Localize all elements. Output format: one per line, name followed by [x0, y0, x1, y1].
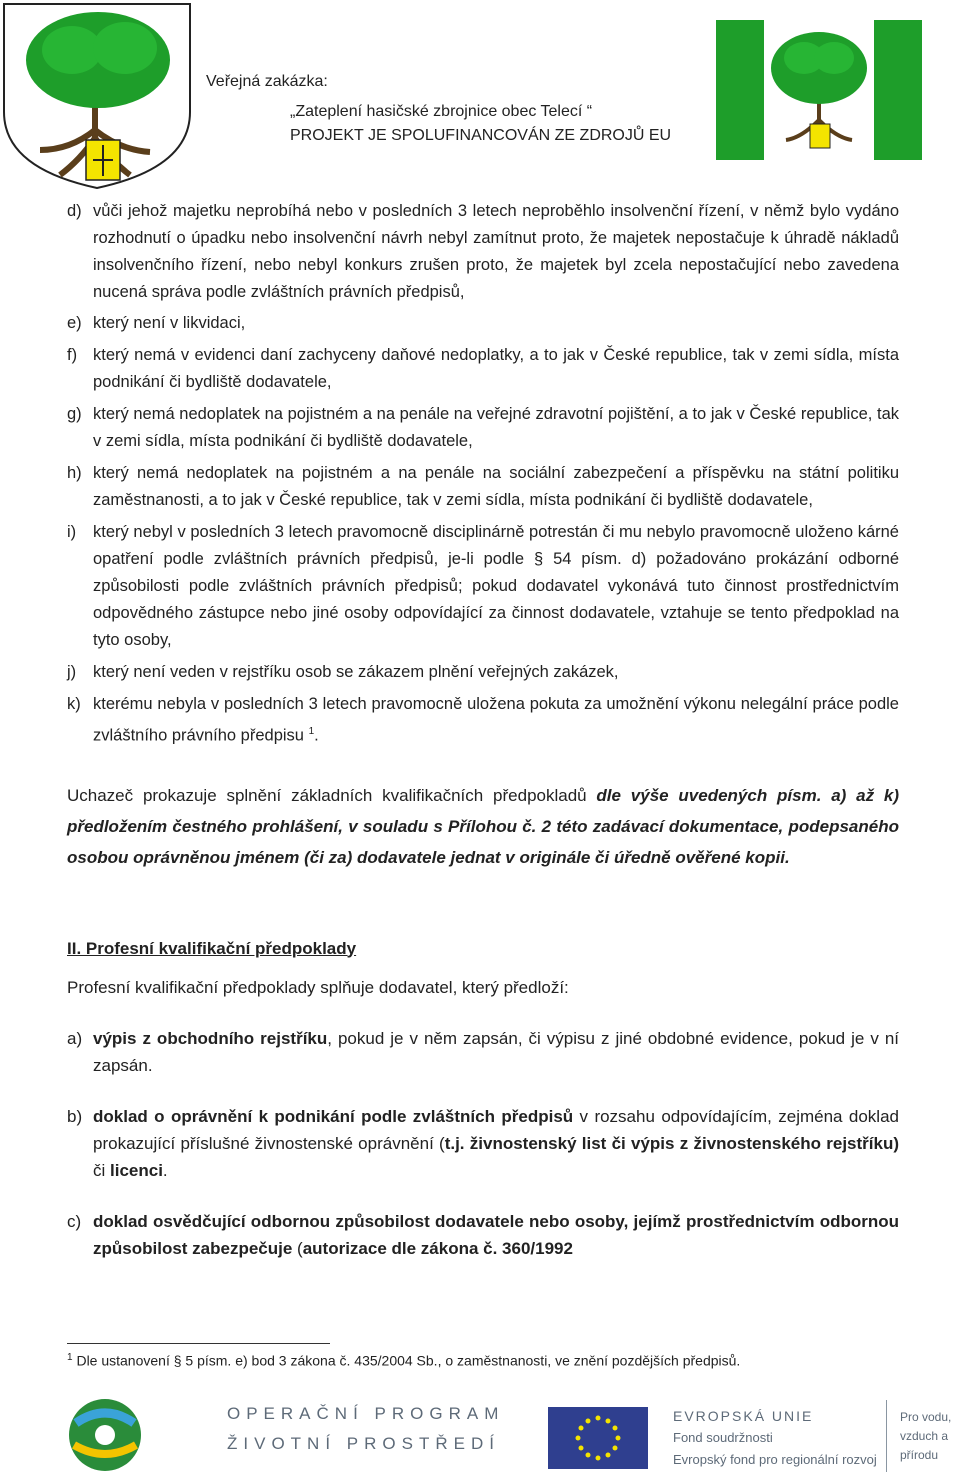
list-marker: i)	[67, 523, 77, 541]
requirement-bold: doklad o oprávnění k podnikání podle zvláštních předpisů	[93, 1106, 574, 1126]
list-item	[67, 342, 899, 396]
list-item	[67, 198, 899, 306]
requirement-bold: doklad osvědčující odbornou způsobilost dodavatele nebo osoby, jejímž prostřednictvím odbornou způsobilost zabezpečuje	[93, 1211, 899, 1258]
footer-op-line1: OPERAČNÍ PROGRAM	[227, 1404, 505, 1423]
footnote-divider	[67, 1343, 330, 1344]
paragraph-emphasis-text: dle výše uvedených písm. a) až k) předložením čestného prohlášení, v souladu s Přílohou č. 2 této zadávací dokumentace, podepsaného osobou oprávněnou jménem (či za) dodavatele jednat v originále či úředně ověřené kopii.	[67, 785, 899, 867]
requirement-text: .	[162, 1160, 168, 1180]
list-text: který nebyl v posledních 3 letech pravomocně disciplinárně potrestán či mu nebylo pravomocně uloženo kárné opatření podle zvláštních právních předpisů, je-li podle § 54 písm. d) požadováno prokázání odborné způsobilosti podle zvláštních právních předpisů; pokud dodavatel vykonává tuto činnost prostřednictvím odpovědného zástupce nebo jiné osoby odpovídající za činnost dodavatele, vztahuje se tento předpoklad na tyto osoby,	[93, 523, 899, 649]
requirement-bold: t.j. živnostenský list či výpis z živnostenského rejstříku)	[444, 1133, 899, 1153]
header-project-name: „Zateplení hasičské zbrojnice obec Telecí “	[290, 103, 593, 120]
footer-op-line2: ŽIVOTNÍ PROSTŘEDÍ	[227, 1434, 500, 1453]
requirement-text: (	[292, 1238, 303, 1258]
list-item	[67, 460, 899, 514]
requirement-bold: výpis z obchodního rejstříku	[93, 1028, 328, 1048]
op-environment-logo	[66, 1393, 144, 1477]
list-item	[67, 401, 899, 455]
requirement-bold: autorizace dle zákona č. 360/1992	[302, 1238, 573, 1258]
requirement-item-b	[67, 1103, 899, 1184]
list-marker: d)	[67, 202, 82, 220]
paragraph-plain-text: Uchazeč prokazuje splnění základních kvalifikačních předpokladů	[67, 785, 597, 805]
footer-eu: EVROPSKÁ UNIE	[673, 1408, 814, 1424]
document-body	[67, 198, 899, 1262]
footer-motto: Pro vodu, vzduch a přírodu	[900, 1410, 952, 1462]
list-text: který nemá v evidenci daní zachyceny daňové nedoplatky, a to jak v České republice, tak v zemi sídla, místa podnikání či bydliště dodavatele,	[93, 346, 899, 391]
list-text: který není v likvidaci,	[93, 314, 246, 332]
section-intro: Profesní kvalifikační předpoklady splňuje dodavatel, který předloží:	[67, 977, 569, 997]
coat-of-arms	[0, 0, 195, 190]
list-text: který není veden v rejstříku osob se zákazem plnění veřejných zakázek,	[93, 663, 619, 681]
requirement-text: či	[93, 1160, 110, 1180]
footnote	[67, 1352, 740, 1369]
qualification-paragraph	[67, 780, 899, 873]
list-marker: c)	[67, 1211, 82, 1231]
list-marker: a)	[67, 1028, 83, 1048]
list-marker: h)	[67, 464, 82, 482]
requirement-text: v rozsahu odpovídajícím, zejména doklad prokazující příslušné živnostenské oprávnění (	[93, 1106, 899, 1153]
eu-flag	[548, 1407, 648, 1469]
list-item	[67, 519, 899, 654]
list-item	[67, 659, 899, 686]
footnote-text: Dle ustanovení § 5 písm. e) bod 3 zákona č. 435/2004 Sb., o zaměstnanosti, ve znění pozdějších předpisů.	[72, 1352, 741, 1369]
list-marker: j)	[67, 663, 77, 681]
list-text: kterému nebyla v posledních 3 letech pravomocně uložena pokuta za umožnění výkonu nelegální práce podle zvláštního právního předpisu	[93, 695, 899, 745]
requirement-text: , pokud je v něm zapsán, či výpisu z jiné obdobné evidence, pokud je v ní zapsán.	[93, 1028, 899, 1075]
requirement-item-a	[67, 1025, 899, 1079]
footer-fund1: Fond soudržnosti	[673, 1430, 773, 1445]
footer-divider	[886, 1400, 887, 1472]
list-marker: e)	[67, 314, 82, 332]
list-item	[67, 691, 899, 750]
list-marker: b)	[67, 1106, 83, 1126]
list-item	[67, 310, 899, 337]
list-marker: g)	[67, 405, 82, 423]
list-marker: k)	[67, 695, 81, 713]
requirement-item-c	[67, 1208, 899, 1262]
list-marker: f)	[67, 346, 78, 364]
requirement-bold: licenci	[110, 1160, 163, 1180]
footer-fund2: Evropský fond pro regionální rozvoj	[673, 1452, 877, 1467]
list-text: který nemá nedoplatek na pojistném a na penále na sociální zabezpečení a příspěvku na státní politiku zaměstnanosti, a to jak v České republice, tak v zemi sídla, místa podnikání či bydliště dodavatele,	[93, 464, 899, 509]
list-text: který nemá nedoplatek na pojistném a na penále na veřejné zdravotní pojištění, a to jak v České republice, tak v zemi sídla, místa podnikání či bydliště dodavatele,	[93, 405, 899, 450]
village-flag	[716, 20, 922, 160]
header-eu-funding: PROJEKT JE SPOLUFINANCOVÁN ZE ZDROJŮ EU	[290, 127, 672, 144]
item-end: .	[314, 726, 319, 745]
footnote-number: 1	[67, 1352, 73, 1363]
list-text: vůči jehož majetku neprobíhá nebo v posledních 3 letech neproběhlo insolvenční řízení, v němž bylo vydáno rozhodnutí o úpadku nebo insolvenční návrh nebyl zamítnut proto, že majetek nepostačuje k úhradě nákladů insolvenčního řízení, nebo nebyl konkurs zrušen proto, že majetek byl zcela nepostačující nebo zavedena nucená správa podle zvláštních právních předpisů,	[93, 202, 899, 301]
section-heading: II. Profesní kvalifikační předpoklady	[67, 938, 357, 958]
footnote-reference[interactable]: 1	[308, 726, 315, 737]
header-label: Veřejná zakázka:	[206, 73, 328, 90]
